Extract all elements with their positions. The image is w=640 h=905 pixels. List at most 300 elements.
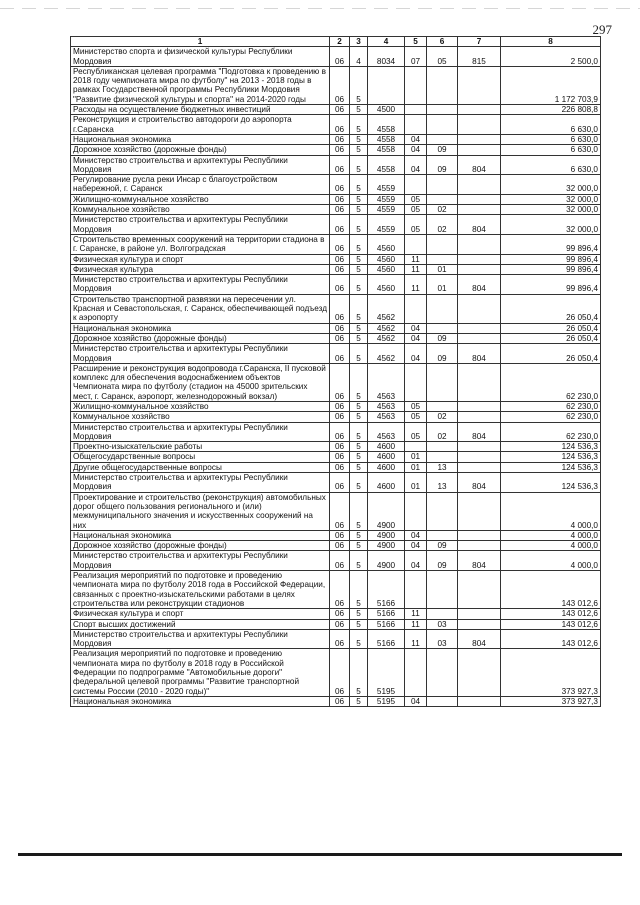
code-col-3: 5 bbox=[350, 264, 368, 274]
code-col-4: 4900 bbox=[368, 541, 405, 551]
item-name: Коммунальное хозяйство bbox=[71, 412, 330, 422]
code-col-4: 4600 bbox=[368, 452, 405, 462]
code-col-5: 04 bbox=[405, 145, 427, 155]
code-col-2: 06 bbox=[330, 452, 350, 462]
column-header-6: 6 bbox=[427, 37, 458, 47]
item-name: Другие общегосударственные вопросы bbox=[71, 462, 330, 472]
code-col-6: 02 bbox=[427, 412, 458, 422]
code-col-6 bbox=[427, 194, 458, 204]
code-col-5 bbox=[405, 105, 427, 115]
code-col-2: 06 bbox=[330, 275, 350, 295]
table-row bbox=[71, 619, 601, 629]
code-col-6 bbox=[427, 234, 458, 254]
code-col-6 bbox=[427, 134, 458, 144]
code-col-5: 01 bbox=[405, 473, 427, 493]
code-col-3: 5 bbox=[350, 530, 368, 540]
code-col-7 bbox=[458, 530, 501, 540]
code-col-3: 5 bbox=[350, 333, 368, 343]
table-row bbox=[71, 609, 601, 619]
code-col-2: 06 bbox=[330, 492, 350, 530]
column-header-4: 4 bbox=[368, 37, 405, 47]
amount: 4 000,0 bbox=[501, 492, 601, 530]
code-col-4: 4900 bbox=[368, 530, 405, 540]
code-col-3: 5 bbox=[350, 66, 368, 104]
code-col-7 bbox=[458, 571, 501, 609]
item-name: Проектирование и строительство (реконструкция) автомобильных дорог общего пользования регионального и (или) межмуниципального значения и искусственных сооружений на них bbox=[71, 492, 330, 530]
code-col-5: 05 bbox=[405, 194, 427, 204]
code-col-3: 5 bbox=[350, 294, 368, 323]
code-col-7 bbox=[458, 452, 501, 462]
code-col-5: 01 bbox=[405, 452, 427, 462]
amount: 124 536,3 bbox=[501, 473, 601, 493]
code-col-5: 11 bbox=[405, 254, 427, 264]
code-col-6: 02 bbox=[427, 422, 458, 442]
code-col-2: 06 bbox=[330, 155, 350, 175]
code-col-3: 5 bbox=[350, 473, 368, 493]
code-col-7 bbox=[458, 115, 501, 135]
code-col-2: 06 bbox=[330, 254, 350, 264]
code-col-2: 06 bbox=[330, 323, 350, 333]
code-col-5: 04 bbox=[405, 333, 427, 343]
code-col-3: 5 bbox=[350, 649, 368, 696]
code-col-3: 5 bbox=[350, 609, 368, 619]
amount: 143 012,6 bbox=[501, 571, 601, 609]
code-col-5: 11 bbox=[405, 609, 427, 619]
amount: 6 630,0 bbox=[501, 115, 601, 135]
item-name: Министерство строительства и архитектуры Республики Мордовия bbox=[71, 215, 330, 235]
table-row bbox=[71, 323, 601, 333]
code-col-7 bbox=[458, 254, 501, 264]
code-col-6 bbox=[427, 492, 458, 530]
code-col-7: 804 bbox=[458, 422, 501, 442]
code-col-4: 4600 bbox=[368, 442, 405, 452]
code-col-6 bbox=[427, 442, 458, 452]
code-col-7: 804 bbox=[458, 275, 501, 295]
code-col-7 bbox=[458, 442, 501, 452]
column-header-1: 1 bbox=[71, 37, 330, 47]
code-col-3: 5 bbox=[350, 492, 368, 530]
code-col-7 bbox=[458, 264, 501, 274]
table-row bbox=[71, 115, 601, 135]
table-row bbox=[71, 442, 601, 452]
code-col-6: 09 bbox=[427, 344, 458, 364]
item-name: Дорожное хозяйство (дорожные фонды) bbox=[71, 145, 330, 155]
amount: 99 896,4 bbox=[501, 254, 601, 264]
code-col-4: 4600 bbox=[368, 473, 405, 493]
table-row bbox=[71, 363, 601, 401]
amount: 62 230,0 bbox=[501, 422, 601, 442]
table-row bbox=[71, 462, 601, 472]
amount: 1 172 703,9 bbox=[501, 66, 601, 104]
amount: 26 050,4 bbox=[501, 323, 601, 333]
table-row bbox=[71, 66, 601, 104]
code-col-5: 11 bbox=[405, 275, 427, 295]
code-col-3: 5 bbox=[350, 541, 368, 551]
table-row bbox=[71, 696, 601, 706]
code-col-4: 4500 bbox=[368, 105, 405, 115]
code-col-2: 06 bbox=[330, 696, 350, 706]
item-name: Спорт высших достижений bbox=[71, 619, 330, 629]
table-row bbox=[71, 541, 601, 551]
code-col-6: 05 bbox=[427, 47, 458, 67]
item-name: Министерство строительства и архитектуры Республики Мордовия bbox=[71, 422, 330, 442]
amount: 32 000,0 bbox=[501, 215, 601, 235]
code-col-5: 01 bbox=[405, 462, 427, 472]
table-row bbox=[71, 551, 601, 571]
code-col-5: 04 bbox=[405, 344, 427, 364]
code-col-7 bbox=[458, 609, 501, 619]
table-row bbox=[71, 473, 601, 493]
code-col-7 bbox=[458, 234, 501, 254]
amount: 6 630,0 bbox=[501, 155, 601, 175]
code-col-4: 4558 bbox=[368, 134, 405, 144]
code-col-6 bbox=[427, 66, 458, 104]
code-col-5: 04 bbox=[405, 134, 427, 144]
amount: 99 896,4 bbox=[501, 264, 601, 274]
code-col-7 bbox=[458, 205, 501, 215]
item-name: Физическая культура bbox=[71, 264, 330, 274]
code-col-5 bbox=[405, 492, 427, 530]
code-col-2: 06 bbox=[330, 115, 350, 135]
code-col-2: 06 bbox=[330, 629, 350, 649]
item-name: Коммунальное хозяйство bbox=[71, 205, 330, 215]
item-name: Дорожное хозяйство (дорожные фонды) bbox=[71, 333, 330, 343]
budget-table bbox=[70, 36, 601, 707]
code-col-3: 5 bbox=[350, 234, 368, 254]
amount: 6 630,0 bbox=[501, 134, 601, 144]
code-col-2: 06 bbox=[330, 422, 350, 442]
code-col-4: 5166 bbox=[368, 571, 405, 609]
code-col-6 bbox=[427, 254, 458, 264]
code-col-4: 4558 bbox=[368, 145, 405, 155]
code-col-5 bbox=[405, 66, 427, 104]
code-col-4: 5166 bbox=[368, 609, 405, 619]
code-col-3: 5 bbox=[350, 175, 368, 195]
item-name: Национальная экономика bbox=[71, 134, 330, 144]
code-col-7: 804 bbox=[458, 551, 501, 571]
code-col-6: 01 bbox=[427, 264, 458, 274]
amount: 6 630,0 bbox=[501, 145, 601, 155]
code-col-6: 03 bbox=[427, 629, 458, 649]
code-col-6: 02 bbox=[427, 215, 458, 235]
code-col-2: 06 bbox=[330, 649, 350, 696]
code-col-5 bbox=[405, 363, 427, 401]
code-col-3: 5 bbox=[350, 105, 368, 115]
code-col-4: 4563 bbox=[368, 422, 405, 442]
code-col-7 bbox=[458, 294, 501, 323]
table-row bbox=[71, 275, 601, 295]
code-col-6: 13 bbox=[427, 462, 458, 472]
item-name: Национальная экономика bbox=[71, 696, 330, 706]
code-col-3: 4 bbox=[350, 47, 368, 67]
table-row bbox=[71, 649, 601, 696]
item-name: Жилищно-коммунальное хозяйство bbox=[71, 401, 330, 411]
table-row bbox=[71, 264, 601, 274]
column-header-7: 7 bbox=[458, 37, 501, 47]
item-name: Регулирование русла реки Инсар с благоустройством набережной, г. Саранск bbox=[71, 175, 330, 195]
code-col-3: 5 bbox=[350, 619, 368, 629]
code-col-5: 05 bbox=[405, 401, 427, 411]
table-row bbox=[71, 254, 601, 264]
item-name: Общегосударственные вопросы bbox=[71, 452, 330, 462]
amount: 26 050,4 bbox=[501, 294, 601, 323]
code-col-2: 06 bbox=[330, 145, 350, 155]
table-body bbox=[71, 47, 601, 707]
code-col-5: 04 bbox=[405, 541, 427, 551]
item-name: Строительство временных сооружений на территории стадиона в г. Саранске, в районе ул. Волгоградская bbox=[71, 234, 330, 254]
code-col-7 bbox=[458, 105, 501, 115]
amount: 124 536,3 bbox=[501, 452, 601, 462]
code-col-3: 5 bbox=[350, 629, 368, 649]
code-col-4: 4560 bbox=[368, 234, 405, 254]
code-col-7 bbox=[458, 194, 501, 204]
amount: 124 536,3 bbox=[501, 442, 601, 452]
amount: 99 896,4 bbox=[501, 234, 601, 254]
code-col-4: 4562 bbox=[368, 294, 405, 323]
code-col-7 bbox=[458, 323, 501, 333]
code-col-4: 4559 bbox=[368, 194, 405, 204]
code-col-4: 4563 bbox=[368, 412, 405, 422]
code-col-3: 5 bbox=[350, 254, 368, 264]
table-header-row bbox=[71, 37, 601, 47]
code-col-2: 06 bbox=[330, 442, 350, 452]
code-col-5: 11 bbox=[405, 619, 427, 629]
amount: 124 536,3 bbox=[501, 462, 601, 472]
code-col-2: 06 bbox=[330, 234, 350, 254]
code-col-4: 5195 bbox=[368, 696, 405, 706]
amount: 99 896,4 bbox=[501, 275, 601, 295]
code-col-2: 06 bbox=[330, 175, 350, 195]
code-col-6: 13 bbox=[427, 473, 458, 493]
amount: 143 012,6 bbox=[501, 619, 601, 629]
code-col-6 bbox=[427, 363, 458, 401]
table-row bbox=[71, 344, 601, 364]
code-col-7 bbox=[458, 134, 501, 144]
column-header-2: 2 bbox=[330, 37, 350, 47]
amount: 4 000,0 bbox=[501, 551, 601, 571]
code-col-7 bbox=[458, 412, 501, 422]
code-col-4: 5166 bbox=[368, 619, 405, 629]
code-col-6 bbox=[427, 609, 458, 619]
code-col-7: 804 bbox=[458, 344, 501, 364]
code-col-6: 09 bbox=[427, 145, 458, 155]
code-col-3: 5 bbox=[350, 401, 368, 411]
code-col-3: 5 bbox=[350, 275, 368, 295]
table-row bbox=[71, 205, 601, 215]
amount: 373 927,3 bbox=[501, 649, 601, 696]
code-col-6 bbox=[427, 294, 458, 323]
code-col-6 bbox=[427, 401, 458, 411]
code-col-7 bbox=[458, 492, 501, 530]
amount: 62 230,0 bbox=[501, 363, 601, 401]
code-col-4: 4900 bbox=[368, 492, 405, 530]
table-row bbox=[71, 145, 601, 155]
page-number: 297 bbox=[592, 22, 612, 37]
code-col-5: 05 bbox=[405, 215, 427, 235]
code-col-2: 06 bbox=[330, 571, 350, 609]
table-row bbox=[71, 401, 601, 411]
item-name: Физическая культура и спорт bbox=[71, 609, 330, 619]
code-col-2: 06 bbox=[330, 344, 350, 364]
table-row bbox=[71, 47, 601, 67]
item-name: Министерство строительства и архитектуры Республики Мордовия bbox=[71, 275, 330, 295]
code-col-5 bbox=[405, 649, 427, 696]
code-col-6 bbox=[427, 105, 458, 115]
amount: 226 808,8 bbox=[501, 105, 601, 115]
code-col-7 bbox=[458, 696, 501, 706]
code-col-7: 804 bbox=[458, 473, 501, 493]
table-row bbox=[71, 333, 601, 343]
amount: 32 000,0 bbox=[501, 194, 601, 204]
code-col-2: 06 bbox=[330, 541, 350, 551]
item-name: Дорожное хозяйство (дорожные фонды) bbox=[71, 541, 330, 551]
code-col-2: 06 bbox=[330, 294, 350, 323]
amount: 143 012,6 bbox=[501, 629, 601, 649]
code-col-3: 5 bbox=[350, 145, 368, 155]
code-col-2: 06 bbox=[330, 530, 350, 540]
amount: 32 000,0 bbox=[501, 205, 601, 215]
code-col-4: 4560 bbox=[368, 275, 405, 295]
code-col-3: 5 bbox=[350, 571, 368, 609]
code-col-6 bbox=[427, 649, 458, 696]
code-col-7 bbox=[458, 333, 501, 343]
code-col-7 bbox=[458, 66, 501, 104]
code-col-5: 05 bbox=[405, 422, 427, 442]
item-name: Строительство транспортной развязки на пересечении ул. Красная и Севастопольская, г. Саранск, обеспечивающей подъезд к аэропорту bbox=[71, 294, 330, 323]
code-col-7 bbox=[458, 401, 501, 411]
item-name: Проектно-изыскательские работы bbox=[71, 442, 330, 452]
code-col-7 bbox=[458, 145, 501, 155]
code-col-3: 5 bbox=[350, 205, 368, 215]
code-col-7: 815 bbox=[458, 47, 501, 67]
code-col-7: 804 bbox=[458, 215, 501, 235]
code-col-6: 02 bbox=[427, 205, 458, 215]
code-col-2: 06 bbox=[330, 462, 350, 472]
code-col-4: 4558 bbox=[368, 155, 405, 175]
code-col-2: 06 bbox=[330, 333, 350, 343]
item-name: Министерство строительства и архитектуры Республики Мордовия bbox=[71, 629, 330, 649]
code-col-2: 06 bbox=[330, 134, 350, 144]
code-col-4: 4560 bbox=[368, 264, 405, 274]
code-col-4: 8034 bbox=[368, 47, 405, 67]
code-col-4: 4600 bbox=[368, 462, 405, 472]
code-col-5: 04 bbox=[405, 696, 427, 706]
code-col-3: 5 bbox=[350, 115, 368, 135]
scan-bottom-edge bbox=[18, 853, 622, 856]
table-row bbox=[71, 412, 601, 422]
code-col-4: 4559 bbox=[368, 215, 405, 235]
amount: 4 000,0 bbox=[501, 541, 601, 551]
column-header-3: 3 bbox=[350, 37, 368, 47]
code-col-2: 06 bbox=[330, 401, 350, 411]
table-row bbox=[71, 422, 601, 442]
code-col-2: 06 bbox=[330, 105, 350, 115]
code-col-5: 04 bbox=[405, 530, 427, 540]
code-col-4: 4559 bbox=[368, 175, 405, 195]
code-col-7 bbox=[458, 462, 501, 472]
item-name: Реализация мероприятий по подготовке и проведению чемпионата мира по футболу 2018 года в Российской Федерации, связанных с проектно-изыскательскими работами в целях строительства или реконструкции стадионов bbox=[71, 571, 330, 609]
code-col-5: 11 bbox=[405, 264, 427, 274]
code-col-2: 06 bbox=[330, 363, 350, 401]
code-col-6 bbox=[427, 175, 458, 195]
code-col-5: 04 bbox=[405, 551, 427, 571]
code-col-2: 06 bbox=[330, 609, 350, 619]
code-col-5 bbox=[405, 294, 427, 323]
code-col-6 bbox=[427, 115, 458, 135]
code-col-3: 5 bbox=[350, 215, 368, 235]
item-name: Министерство строительства и архитектуры Республики Мордовия bbox=[71, 344, 330, 364]
code-col-5: 04 bbox=[405, 155, 427, 175]
code-col-5 bbox=[405, 175, 427, 195]
item-name: Республиканская целевая программа "Подготовка к проведению в 2018 году чемпионата мира по футболу" на 2013 - 2018 годы в рамках Государственной программы Республики Мордовия "Развитие физической культуры и спорта" на 2014-2020 годы bbox=[71, 66, 330, 104]
code-col-5 bbox=[405, 234, 427, 254]
item-name: Министерство строительства и архитектуры Республики Мордовия bbox=[71, 473, 330, 493]
code-col-4: 5166 bbox=[368, 629, 405, 649]
table-row bbox=[71, 234, 601, 254]
code-col-6: 03 bbox=[427, 619, 458, 629]
column-header-5: 5 bbox=[405, 37, 427, 47]
table-row bbox=[71, 155, 601, 175]
code-col-7 bbox=[458, 541, 501, 551]
code-col-7 bbox=[458, 175, 501, 195]
code-col-4: 4562 bbox=[368, 323, 405, 333]
code-col-7: 804 bbox=[458, 155, 501, 175]
code-col-2: 06 bbox=[330, 215, 350, 235]
code-col-3: 5 bbox=[350, 344, 368, 364]
code-col-3: 5 bbox=[350, 696, 368, 706]
item-name: Национальная экономика bbox=[71, 323, 330, 333]
code-col-7 bbox=[458, 649, 501, 696]
amount: 143 012,6 bbox=[501, 609, 601, 619]
code-col-6 bbox=[427, 696, 458, 706]
code-col-6 bbox=[427, 571, 458, 609]
code-col-6 bbox=[427, 530, 458, 540]
code-col-4: 4562 bbox=[368, 333, 405, 343]
code-col-3: 5 bbox=[350, 155, 368, 175]
code-col-7 bbox=[458, 619, 501, 629]
table-row bbox=[71, 629, 601, 649]
amount: 62 230,0 bbox=[501, 412, 601, 422]
table-row bbox=[71, 530, 601, 540]
code-col-2: 06 bbox=[330, 412, 350, 422]
code-col-2: 06 bbox=[330, 473, 350, 493]
code-col-5: 05 bbox=[405, 205, 427, 215]
amount: 26 050,4 bbox=[501, 344, 601, 364]
code-col-4: 4562 bbox=[368, 344, 405, 364]
table-row bbox=[71, 134, 601, 144]
code-col-2: 06 bbox=[330, 551, 350, 571]
code-col-6: 09 bbox=[427, 551, 458, 571]
code-col-5: 07 bbox=[405, 47, 427, 67]
table-row bbox=[71, 571, 601, 609]
code-col-5: 04 bbox=[405, 323, 427, 333]
item-name: Министерство строительства и архитектуры Республики Мордовия bbox=[71, 551, 330, 571]
code-col-3: 5 bbox=[350, 323, 368, 333]
item-name: Реализация мероприятий по подготовке и проведению чемпионата мира по футболу в 2018 году в Российской Федерации по подпрограмме "Автомобильные дороги" федеральной целевой программы "Развитие транспортной системы России (2010 - 2020 годы)" bbox=[71, 649, 330, 696]
code-col-4: 5195 bbox=[368, 649, 405, 696]
code-col-7 bbox=[458, 363, 501, 401]
table-row bbox=[71, 194, 601, 204]
column-header-8: 8 bbox=[501, 37, 601, 47]
code-col-4 bbox=[368, 66, 405, 104]
code-col-2: 06 bbox=[330, 47, 350, 67]
table-row bbox=[71, 175, 601, 195]
amount: 373 927,3 bbox=[501, 696, 601, 706]
code-col-3: 5 bbox=[350, 452, 368, 462]
table-row bbox=[71, 492, 601, 530]
code-col-7: 804 bbox=[458, 629, 501, 649]
code-col-5 bbox=[405, 442, 427, 452]
